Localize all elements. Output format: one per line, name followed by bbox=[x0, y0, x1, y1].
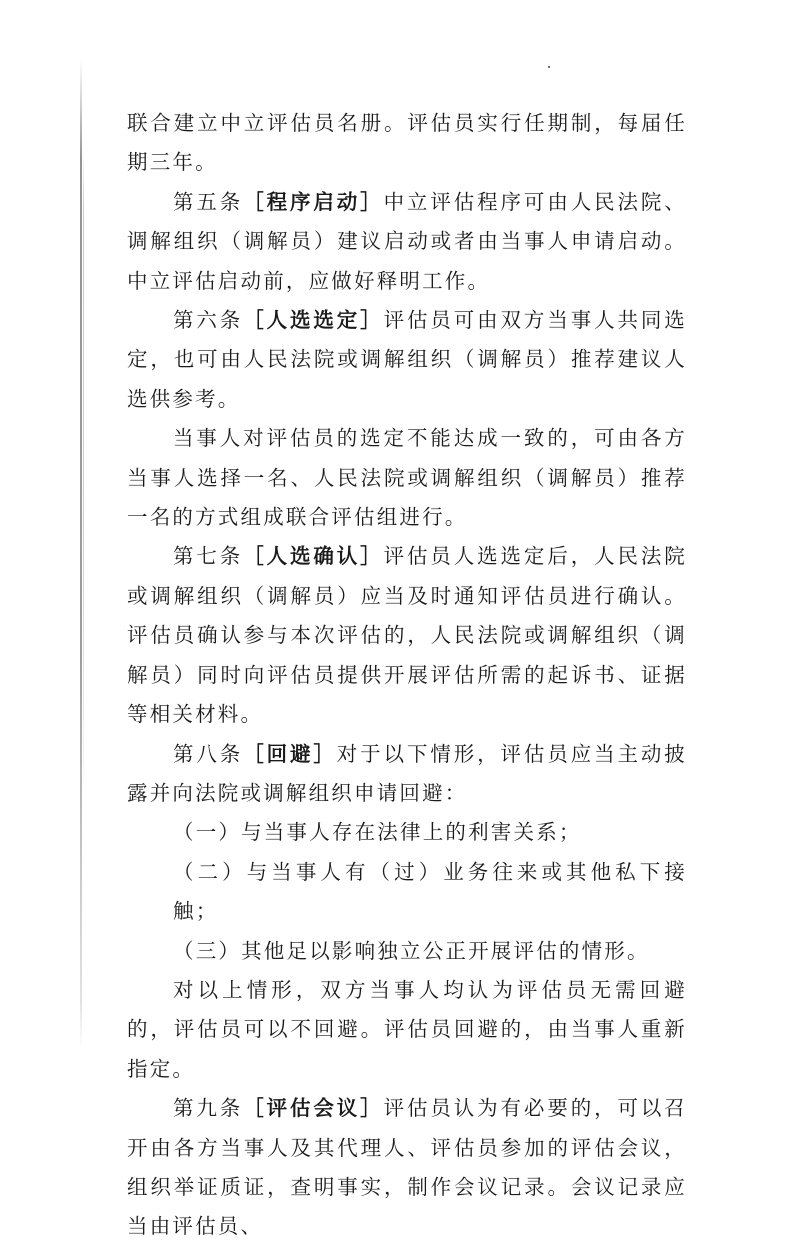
paragraph-text: 评估员人选选定后，人民法院或调解组织（调解员）应当及时通知评估员进行确认。评估员确认参与本次评估的，人民法院或调解组织（调解员）同时向评估员提供开展评估所需的起诉书、证据等相关材料。 bbox=[127, 544, 687, 727]
scan-edge-mark bbox=[83, 150, 84, 790]
list-item bbox=[127, 853, 687, 932]
paragraph-text: 当事人对评估员的选定不能达成一致的，可由各方当事人选择一名、人民法院或调解组织（调解员）推荐一名的方式组成联合评估组进行。 bbox=[127, 426, 687, 530]
article-title: ［回避］ bbox=[243, 741, 337, 766]
paragraph bbox=[127, 971, 687, 1089]
article-title: ［评估会议］ bbox=[243, 1096, 384, 1121]
list-item bbox=[127, 813, 687, 852]
list-item bbox=[127, 932, 687, 971]
article-paragraph bbox=[127, 537, 687, 734]
scan-dot bbox=[548, 66, 550, 68]
article-number: 第六条 bbox=[173, 308, 244, 333]
paragraph-text: 对于以下情形，评估员应当主动披露并向法院或调解组织申请回避： bbox=[127, 741, 687, 805]
article-number: 第五条 bbox=[173, 189, 244, 214]
article-number: 第七条 bbox=[173, 544, 244, 569]
article-paragraph bbox=[127, 301, 687, 419]
article-paragraph bbox=[127, 183, 687, 301]
document-body bbox=[127, 104, 687, 1247]
list-item-text: （三）其他足以影响独立公正开展评估的情形。 bbox=[173, 938, 650, 963]
article-title: ［人选确认］ bbox=[243, 544, 384, 569]
article-number: 第九条 bbox=[173, 1096, 244, 1121]
paragraph-text: 评估员认为有必要的，可以召开由各方当事人及其代理人、评估员参加的评估会议，组织举证质证，查明事实，制作会议记录。会议记录应当由评估员、 bbox=[127, 1096, 687, 1239]
list-item-text: （二）与当事人有（过）业务往来或其他私下接触； bbox=[173, 859, 687, 924]
paragraph-text: 联合建立中立评估员名册。评估员实行任期制，每届任期三年。 bbox=[127, 111, 687, 175]
scan-edge-mark bbox=[80, 60, 82, 1050]
paragraph bbox=[127, 419, 687, 537]
article-paragraph bbox=[127, 1089, 687, 1247]
article-paragraph bbox=[127, 735, 687, 814]
article-title: ［程序启动］ bbox=[243, 189, 384, 214]
paragraph-text: 对以上情形，双方当事人均认为评估员无需回避的，评估员可以不回避。评估员回避的，由当事人重新指定。 bbox=[127, 977, 687, 1081]
article-title: ［人选选定］ bbox=[243, 308, 384, 333]
paragraph-text: 中立评估程序可由人民法院、调解组织（调解员）建议启动或者由当事人申请启动。中立评估启动前，应做好释明工作。 bbox=[127, 189, 687, 293]
paragraph-text: 评估员可由双方当事人共同选定，也可由人民法院或调解组织（调解员）推荐建议人选供参考。 bbox=[127, 308, 687, 411]
article-number: 第八条 bbox=[173, 741, 244, 766]
paragraph bbox=[127, 104, 687, 183]
list-item-text: （一）与当事人存在法律上的利害关系； bbox=[173, 820, 582, 845]
